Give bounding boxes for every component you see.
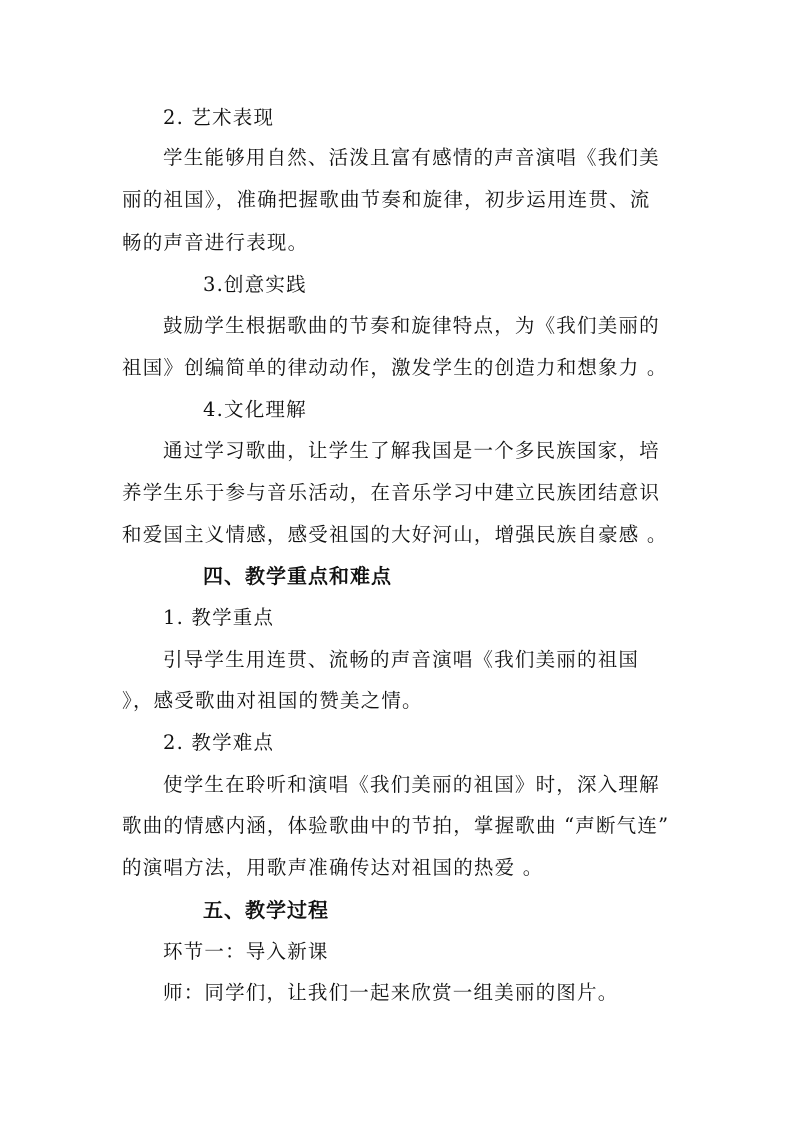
part-title-key-points: 四、教学重点和难点 [203, 564, 392, 588]
part-title-teaching-process: 五、教学过程 [203, 898, 329, 922]
paragraph-line: 通过学习歌曲，让学生了解我国是一个多民族国家，培 [163, 439, 660, 462]
paragraph-line: 师：同学们，让我们一起来欣赏一组美丽的图片。 [163, 981, 619, 1004]
section-heading-creative-practice: 3.创意实践 [203, 273, 307, 296]
subheading-difficult-point: 2. 教学难点 [163, 731, 275, 754]
subheading-key-point: 1. 教学重点 [163, 606, 275, 629]
paragraph-line: 》，感受歌曲对祖国的赞美之情。 [122, 689, 423, 712]
paragraph-line: 的演唱方法，用歌声准确传达对祖国的热爱 。 [122, 856, 544, 879]
section-heading-art-performance: 2. 艺术表现 [163, 106, 275, 129]
paragraph-line: 养学生乐于参与音乐活动，在音乐学习中建立民族团结意识 [122, 481, 661, 504]
paragraph-line: 学生能够用自然、活泼且富有感情的声音演唱《我们美 [163, 146, 660, 169]
paragraph-line: 祖国》创编简单的律动动作，激发学生的创造力和想象力 。 [122, 356, 668, 379]
paragraph-line: 引导学生用连贯、流畅的声音演唱《我们美丽的祖国 [163, 648, 640, 671]
step-heading: 环节一：导入新课 [163, 940, 329, 963]
paragraph-line: 丽的祖国》，准确把握歌曲节奏和旋律，初步运用连贯、流 [122, 188, 651, 211]
paragraph-line: 鼓励学生根据歌曲的节奏和旋律特点，为《我们美丽的 [163, 314, 660, 337]
paragraph-line: 和爱国主义情感，感受祖国的大好河山，增强民族自豪感 。 [122, 523, 668, 546]
paragraph-line: 使学生在聆听和演唱《我们美丽的祖国》时，深入理解 [163, 773, 660, 796]
paragraph-line: 歌曲的情感内涵，体验歌曲中的节拍，掌握歌曲 “声断气连” [122, 814, 670, 837]
section-heading-cultural-understanding: 4.文化理解 [203, 398, 307, 421]
paragraph-line: 畅的声音进行表现。 [122, 231, 309, 254]
